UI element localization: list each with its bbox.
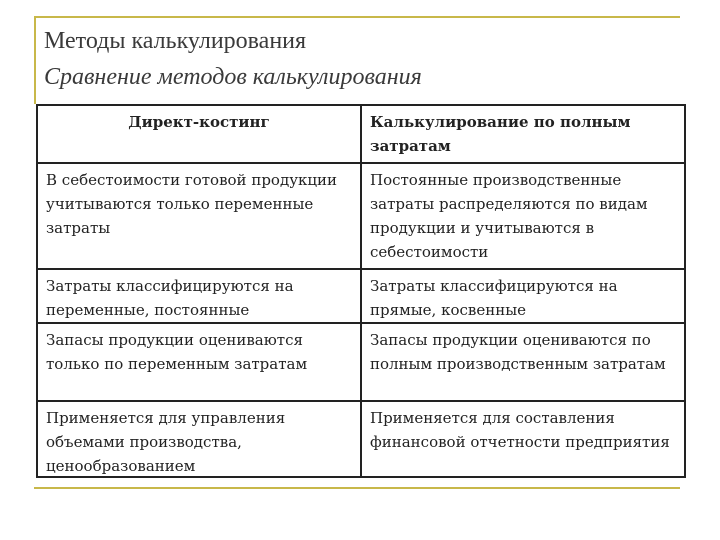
table-cell: Применяется для управления объемами производства, ценообразованием xyxy=(38,402,360,476)
frame-top-line xyxy=(34,16,680,18)
table-row xyxy=(38,402,684,476)
table-row xyxy=(38,324,684,400)
comparison-table xyxy=(36,104,686,478)
table-cell: В себестоимости готовой продукции учитываются только переменные затраты xyxy=(38,164,360,268)
table-row xyxy=(38,164,684,268)
table-row xyxy=(38,270,684,322)
frame-left-line xyxy=(34,16,36,104)
table-cell: Затраты классифицируются на переменные, постоянные xyxy=(38,270,360,322)
header-cell-full-costing: Калькулирование по полным затратам xyxy=(362,106,684,162)
frame-bottom-line xyxy=(34,487,680,489)
table-header-row xyxy=(38,106,684,162)
slide-subtitle: Сравнение методов калькулирования xyxy=(44,64,422,90)
table-cell: Постоянные производственные затраты распределяются по видам продукции и учитываются в себестоимости xyxy=(362,164,684,268)
header-cell-direct-costing: Директ-костинг xyxy=(38,106,360,162)
table-cell: Запасы продукции оцениваются по полным производственным затратам xyxy=(362,324,684,400)
table-cell: Затраты классифицируются на прямые, косвенные xyxy=(362,270,684,322)
slide-title: Методы калькулирования xyxy=(44,28,307,54)
table-cell: Запасы продукции оцениваются только по переменным затратам xyxy=(38,324,360,400)
table-cell: Применяется для составления финансовой отчетности предприятия xyxy=(362,402,684,476)
